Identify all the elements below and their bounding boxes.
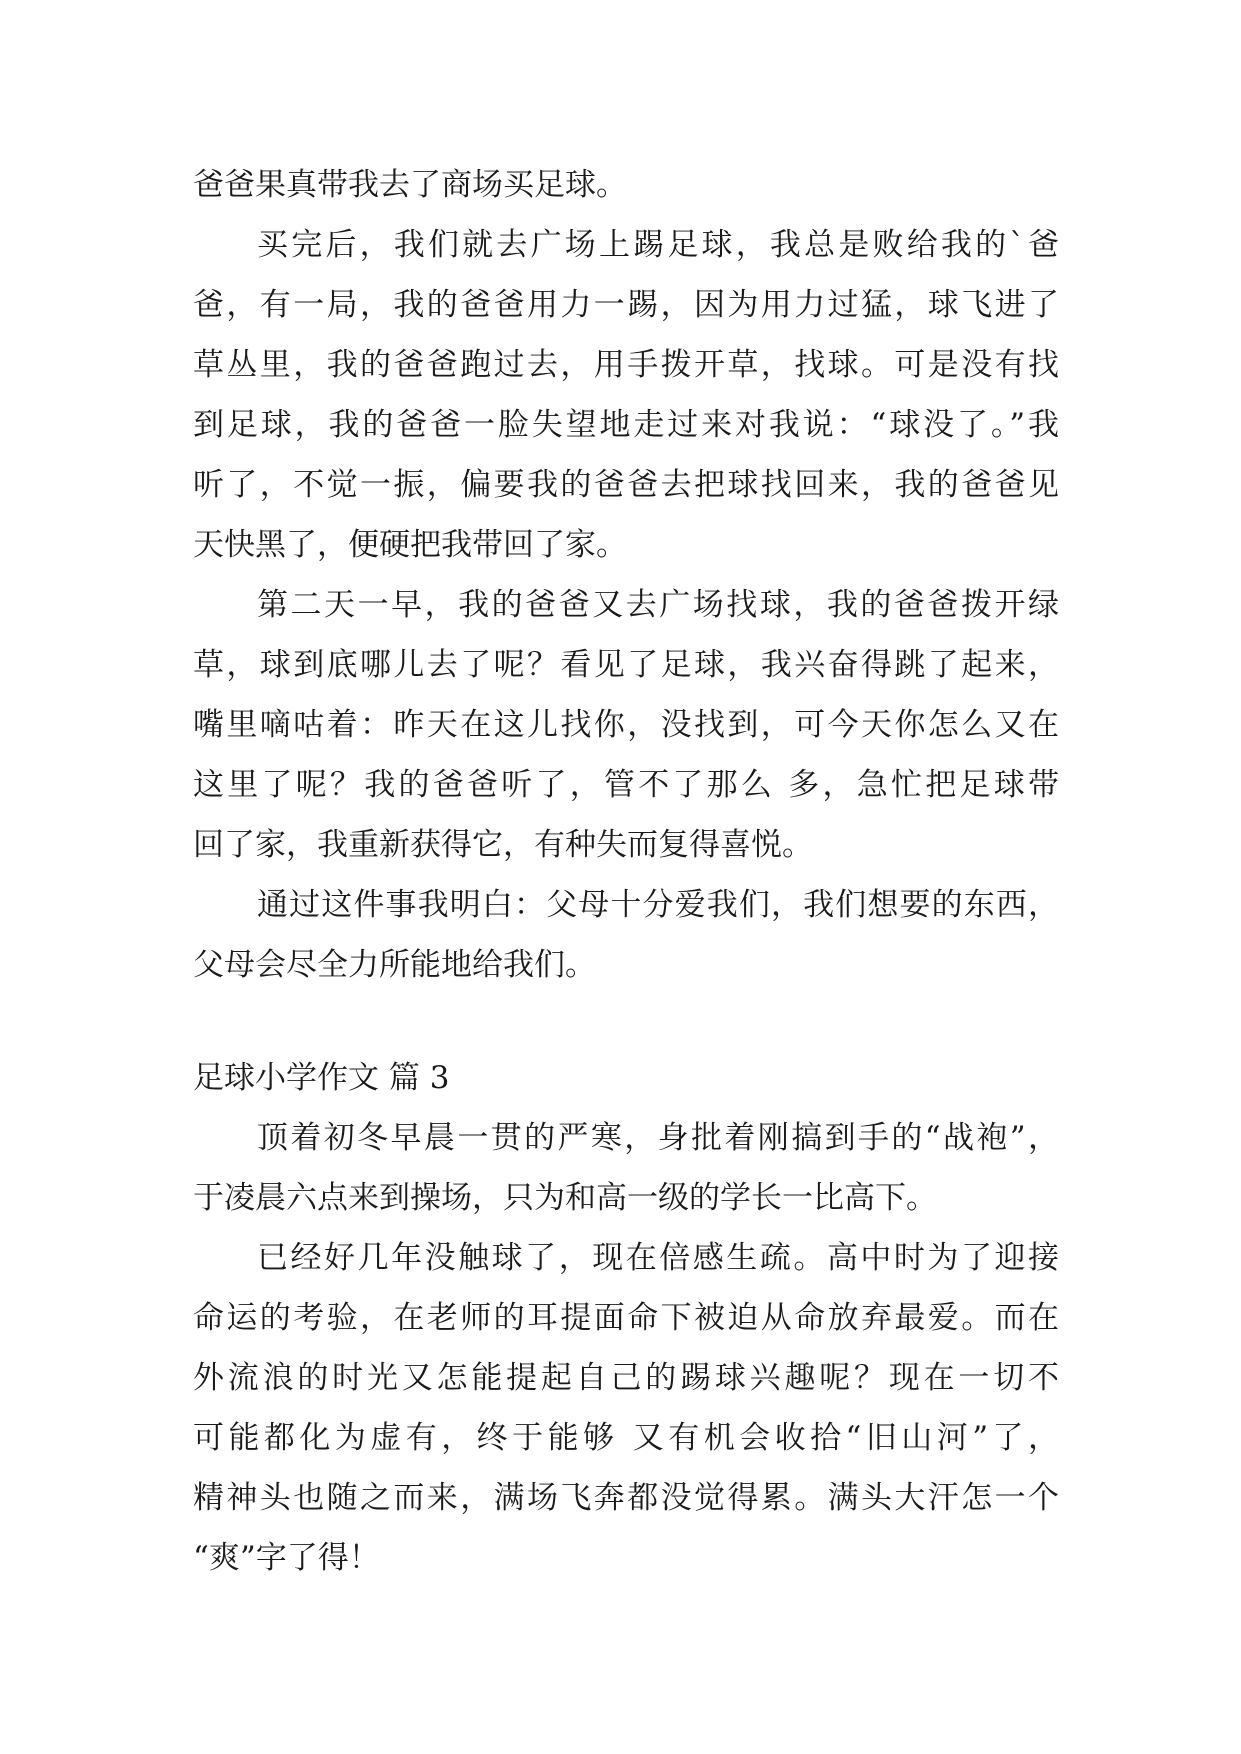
text-line: 天快黑了，便硬把我带回了家。 xyxy=(193,527,627,563)
paragraph-6 xyxy=(193,1228,1059,1588)
paragraph-2 xyxy=(193,215,1059,575)
paragraph-1 xyxy=(193,155,1059,215)
paragraph-4 xyxy=(193,875,1059,995)
text-line: 爸，有一局，我的爸爸用力一踢，因为用力过猛，球飞进了 xyxy=(193,287,1059,323)
text-line: 草，球到底哪儿去了呢？看见了足球，我兴奋得跳了起来， xyxy=(193,647,1059,683)
text-line: 外流浪的时光又怎能提起自己的踢球兴趣呢？现在一切不 xyxy=(193,1360,1059,1396)
text-line: 爸爸果真带我去了商场买足球。 xyxy=(193,167,627,203)
text-line: 回了家，我重新获得它，有种失而复得喜悦。 xyxy=(193,827,813,863)
text-line: “爽”字了得！ xyxy=(193,1540,380,1576)
text-line: 买完后，我们就去广场上踢足球，我总是败给我的`爸 xyxy=(257,227,1059,263)
text-line: 命运的考验，在老师的耳提面命下被迫从命放弃最爱。而在 xyxy=(193,1300,1059,1336)
text-line: 听了，不觉一振，偏要我的爸爸去把球找回来，我的爸爸见 xyxy=(193,467,1059,503)
text-line: 于凌晨六点来到操场，只为和高一级的学长一比高下。 xyxy=(193,1180,937,1216)
text-line: 可能都化为虚有，终于能够 又有机会收拾“旧山河”了， xyxy=(193,1420,1059,1456)
text-line: 精神头也随之而来，满场飞奔都没觉得累。满头大汗怎一个 xyxy=(193,1480,1059,1516)
text-line: 已经好几年没触球了，现在倍感生疏。高中时为了迎接 xyxy=(257,1240,1059,1276)
text-line: 草丛里，我的爸爸跑过去，用手拨开草，找球。可是没有找 xyxy=(193,347,1059,383)
text-line: 嘴里嘀咕着：昨天在这儿找你，没找到，可今天你怎么又在 xyxy=(193,707,1059,743)
text-line: 这里了呢？我的爸爸听了，管不了那么 多，急忙把足球带 xyxy=(193,767,1059,803)
paragraph-3 xyxy=(193,575,1059,875)
text-line: 通过这件事我明白：父母十分爱我们，我们想要的东西， xyxy=(257,887,1059,923)
text-line: 到足球，我的爸爸一脸失望地走过来对我说：“球没了。”我 xyxy=(193,407,1059,443)
text-line: 父母会尽全力所能地给我们。 xyxy=(193,947,596,983)
text-line: 第二天一早，我的爸爸又去广场找球，我的爸爸拨开绿 xyxy=(257,587,1059,623)
section-heading: 足球小学作文 篇 3 xyxy=(193,1060,450,1096)
paragraph-5 xyxy=(193,1108,1059,1228)
text-line: 顶着初冬早晨一贯的严寒，身批着刚搞到手的“战袍”， xyxy=(257,1120,1059,1156)
